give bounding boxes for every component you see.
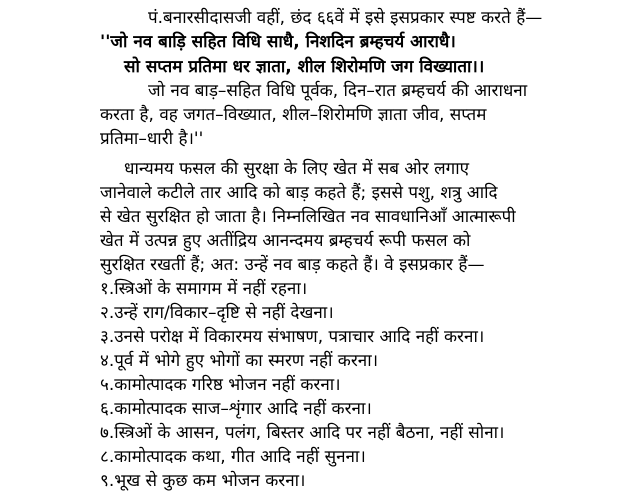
paragraph-line-3: से खेत सुरक्षित हो जाता है। निम्नलिखित नव सावधानिआँ आत्मारूपी <box>100 207 516 227</box>
verse-line-1: ''जो नव बाड़ि सहित विधि साधै, निशदिन ब्रम्हचर्य आराधै। <box>100 32 456 52</box>
list-item: १.स्त्रिओं के समागम में नहीं रहना। <box>100 279 308 299</box>
paragraph-line-5: सुरक्षित रखतीं हैं; अत: उन्हें नव बाड़ कहते हैं। वे इसप्रकार हैं— <box>100 255 485 275</box>
list-item: ५.कामोत्पादक गरिष्ठ भोजन नहीं करना। <box>100 375 341 395</box>
list-item: २.उन्हें राग/विकार–दृष्टि से नहीं देखना। <box>100 303 334 323</box>
list-item: ४.पूर्व में भोगे हुए भोगों का स्मरण नहीं करना। <box>100 351 379 371</box>
list-item: ३.उनसे परोक्ष में विकारमय संभाषण, पत्राचार आदि नहीं करना। <box>100 327 485 347</box>
explanation-line-1: जो नव बाड़–सहित विधि पूर्वक, दिन–रात ब्रम्हचर्य की आराधना <box>148 81 528 101</box>
verse-line-2: सो सप्तम प्रतिमा धर ज्ञाता, शील शिरोमणि जग विख्याता।। <box>124 57 485 77</box>
paragraph-line-2: जानेवाले कटीले तार आदि को बाड़ कहते हैं; इससे पशु, शत्रु आदि <box>100 183 498 203</box>
list-item: ६.कामोत्पादक साज–शृंगार आदि नहीं करना। <box>100 399 372 419</box>
explanation-line-3: प्रतिमा–धारी है।'' <box>100 129 204 149</box>
list-item: ८.कामोत्पादक कथा, गीत आदि नहीं सुनना। <box>100 447 366 467</box>
explanation-line-2: करता है, वह जगत–विख्यात, शील–शिरोमणि ज्ञाता जीव, सप्तम <box>100 105 487 125</box>
paragraph-line-1: धान्यमय फसल की सुरक्षा के लिए खेत में सब ओर लगाए <box>124 159 470 179</box>
list-item: ९.भूख से कुछ कम भोजन करना। <box>100 471 306 491</box>
intro-line: पं.बनारसीदासजी वहीं, छंद ६६वें में इसे इसप्रकार स्पष्ट करते हैं— <box>148 8 543 28</box>
list-item: ७.स्त्रिओं के आसन, पलंग, बिस्तर आदि पर नहीं बैठना, नहीं सोना। <box>100 423 505 443</box>
paragraph-line-4: खेत में उत्पन्न हुए अतींद्रिय आनन्दमय ब्रम्हचर्य रूपी फसल को <box>100 231 471 251</box>
